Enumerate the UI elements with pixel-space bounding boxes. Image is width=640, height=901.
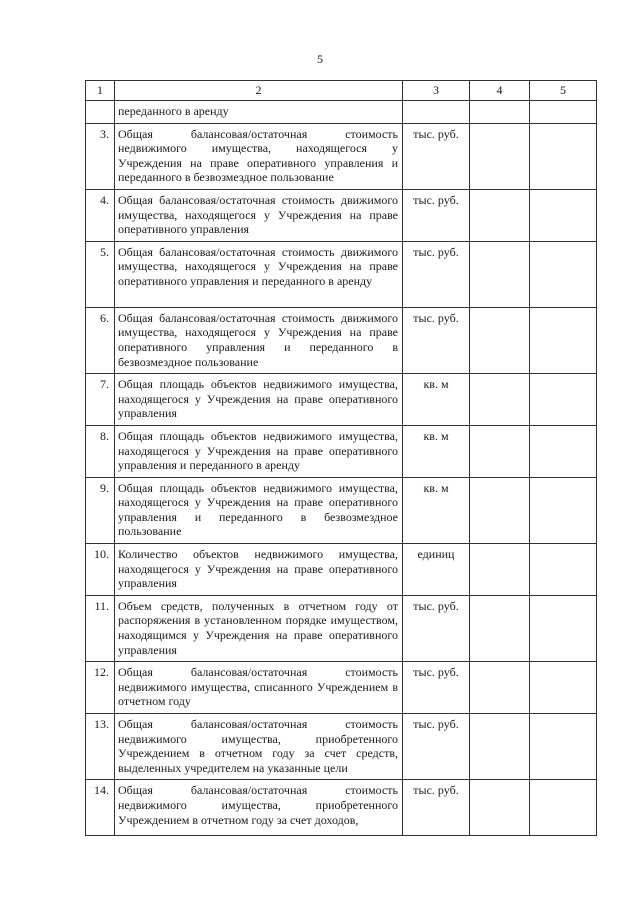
table-row bbox=[86, 123, 597, 189]
row-value-col4 bbox=[470, 425, 530, 477]
table-row bbox=[86, 425, 597, 477]
row-value-col5 bbox=[530, 595, 597, 661]
table-row bbox=[86, 189, 597, 241]
row-value-col4 bbox=[470, 241, 530, 307]
column-header-5: 5 bbox=[530, 81, 597, 101]
row-description: Общая балансовая/остаточная стоимость движимого имущества, находящегося у Учреждения на праве оперативного управления и переданного в аренду bbox=[115, 241, 403, 307]
row-unit: тыс. руб. bbox=[403, 123, 470, 189]
table-row bbox=[86, 595, 597, 661]
row-description: Общая балансовая/остаточная стоимость движимого имущества, находящегося у Учреждения на праве оперативного управления и переданного в безвозмездное пользование bbox=[115, 307, 403, 373]
row-description: Общая балансовая/остаточная стоимость недвижимого имущества, списанного Учреждением в отчетном году bbox=[115, 662, 403, 714]
row-value-col5 bbox=[530, 477, 597, 543]
row-value-col5 bbox=[530, 662, 597, 714]
column-header-1: 1 bbox=[86, 81, 115, 101]
row-description: Общая площадь объектов недвижимого имущества, находящегося у Учреждения на праве оперативного управления bbox=[115, 374, 403, 426]
page-number: 5 bbox=[317, 52, 323, 66]
row-unit: тыс. руб. bbox=[403, 307, 470, 373]
row-description: Общая балансовая/остаточная стоимость движимого имущества, находящегося у Учреждения на праве оперативного управления bbox=[115, 189, 403, 241]
row-description: Объем средств, полученных в отчетном году от распоряжения в установленном порядке имуществом, находящимся у Учреждения на праве оперативного управления bbox=[115, 595, 403, 661]
row-unit: единиц bbox=[403, 544, 470, 596]
row-value-col4 bbox=[470, 662, 530, 714]
row-value-col4 bbox=[470, 780, 530, 836]
row-unit: тыс. руб. bbox=[403, 241, 470, 307]
row-number: 10. bbox=[86, 544, 115, 596]
row-number: 11. bbox=[86, 595, 115, 661]
row-unit: тыс. руб. bbox=[403, 189, 470, 241]
row-unit: тыс. руб. bbox=[403, 662, 470, 714]
report-table bbox=[85, 80, 597, 836]
row-value-col5 bbox=[530, 123, 597, 189]
table-row bbox=[86, 307, 597, 373]
row-value-col4 bbox=[470, 595, 530, 661]
row-unit: тыс. руб. bbox=[403, 780, 470, 836]
row-number: 14. bbox=[86, 780, 115, 836]
row-value-col4 bbox=[470, 544, 530, 596]
row-number bbox=[86, 101, 115, 124]
row-description: Общая площадь объектов недвижимого имущества, находящегося у Учреждения на праве оперативного управления и переданного в аренду bbox=[115, 425, 403, 477]
row-value-col5 bbox=[530, 307, 597, 373]
row-value-col5 bbox=[530, 780, 597, 836]
row-unit: кв. м bbox=[403, 374, 470, 426]
row-number: 9. bbox=[86, 477, 115, 543]
row-unit bbox=[403, 101, 470, 124]
row-number: 4. bbox=[86, 189, 115, 241]
row-value-col4 bbox=[470, 123, 530, 189]
table-row bbox=[86, 714, 597, 780]
column-header-3: 3 bbox=[403, 81, 470, 101]
table-header-row bbox=[86, 81, 597, 101]
table-row bbox=[86, 477, 597, 543]
row-unit: тыс. руб. bbox=[403, 714, 470, 780]
table-row bbox=[86, 241, 597, 307]
row-unit: кв. м bbox=[403, 477, 470, 543]
table-row bbox=[86, 780, 597, 836]
row-description: Общая площадь объектов недвижимого имущества, находящегося у Учреждения на праве оперативного управления и переданного в безвозмездное пользование bbox=[115, 477, 403, 543]
row-value-col5 bbox=[530, 189, 597, 241]
table-row bbox=[86, 662, 597, 714]
row-unit: тыс. руб. bbox=[403, 595, 470, 661]
row-number: 7. bbox=[86, 374, 115, 426]
row-value-col4 bbox=[470, 374, 530, 426]
row-number: 13. bbox=[86, 714, 115, 780]
row-number: 12. bbox=[86, 662, 115, 714]
row-value-col4 bbox=[470, 714, 530, 780]
row-value-col5 bbox=[530, 101, 597, 124]
table-row bbox=[86, 101, 597, 124]
row-value-col4 bbox=[470, 189, 530, 241]
row-description: Количество объектов недвижимого имущества, находящегося у Учреждения на праве оперативного управления bbox=[115, 544, 403, 596]
row-value-col5 bbox=[530, 425, 597, 477]
row-value-col5 bbox=[530, 241, 597, 307]
row-number: 8. bbox=[86, 425, 115, 477]
table-row bbox=[86, 374, 597, 426]
row-value-col4 bbox=[470, 307, 530, 373]
row-unit: кв. м bbox=[403, 425, 470, 477]
row-description: Общая балансовая/остаточная стоимость недвижимого имущества, находящегося у Учреждения на праве оперативного управления и переданного в безвозмездное пользование bbox=[115, 123, 403, 189]
row-value-col5 bbox=[530, 714, 597, 780]
column-header-2: 2 bbox=[115, 81, 403, 101]
row-value-col5 bbox=[530, 544, 597, 596]
row-description: Общая балансовая/остаточная стоимость недвижимого имущества, приобретенного Учреждением в отчетном году за счет доходов, bbox=[115, 780, 403, 836]
row-number: 5. bbox=[86, 241, 115, 307]
row-number: 3. bbox=[86, 123, 115, 189]
column-header-4: 4 bbox=[470, 81, 530, 101]
row-description: Общая балансовая/остаточная стоимость недвижимого имущества, приобретенного Учреждением в отчетном году за счет средств, выделенных учредителем на указанные цели bbox=[115, 714, 403, 780]
row-number: 6. bbox=[86, 307, 115, 373]
row-value-col4 bbox=[470, 477, 530, 543]
row-description: переданного в аренду bbox=[115, 101, 403, 124]
row-value-col4 bbox=[470, 101, 530, 124]
table-row bbox=[86, 544, 597, 596]
row-value-col5 bbox=[530, 374, 597, 426]
report-table-body bbox=[86, 81, 597, 836]
